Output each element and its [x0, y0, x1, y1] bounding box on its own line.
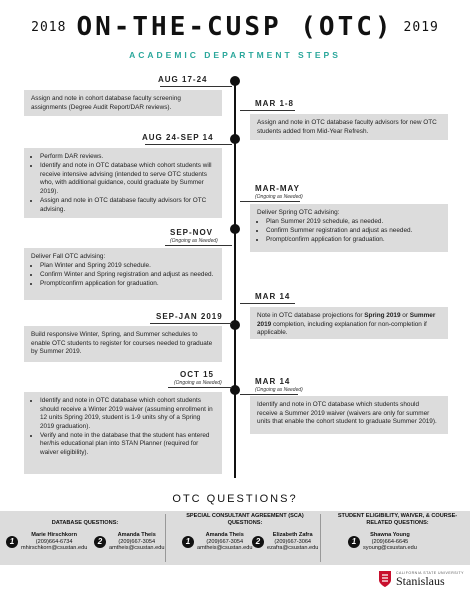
- step-note: (Ongoing as Needed): [170, 238, 218, 244]
- list-item: • Identify and note in OTC database which cohort students should receive a Winter 2019 waiver (assuming enrollment in 12 units Spring 2019, student is 1-9 units shy of a Spring 2019 graduation).: [40, 397, 215, 431]
- step-text-part: or: [400, 312, 410, 319]
- contact-card: [6, 532, 87, 552]
- contact-phone: (209)667-3054: [118, 538, 156, 545]
- step-note: (Ongoing as Needed): [255, 194, 303, 200]
- step-intro: Deliver Spring OTC advising:: [257, 209, 340, 216]
- contact-name: Amanda Theis: [205, 532, 244, 538]
- contact-card: [252, 532, 318, 552]
- contact-number-badge: 1: [348, 536, 360, 548]
- contact-card: [348, 532, 417, 552]
- column-divider: [320, 514, 321, 562]
- list-item: • Prompt/confirm application for graduation.: [266, 236, 441, 245]
- contact-number-badge: 2: [252, 536, 264, 548]
- step-date: MAR 1-8: [255, 99, 295, 108]
- step-list: [31, 153, 215, 214]
- step-box: [24, 90, 222, 116]
- step-date: AUG 17-24: [158, 75, 208, 84]
- list-item: • Confirm Winter and Spring registration and adjust as needed.: [40, 271, 215, 280]
- step-date: MAR-MAY: [255, 184, 300, 193]
- list-item: • Perform DAR reviews.: [40, 153, 215, 162]
- contact-info: [21, 532, 87, 552]
- contact-email[interactable]: amtheis@csustan.edu: [197, 545, 253, 552]
- list-item: • Assign and note in OTC database faculty advisors for OTC advising.: [40, 197, 215, 214]
- timeline-dot: [230, 76, 240, 86]
- step-box: [24, 392, 222, 474]
- logo-subtext: CALIFORNIA STATE UNIVERSITY: [396, 571, 465, 575]
- step-text-bold: Spring 2019: [364, 312, 401, 319]
- step-intro: Deliver Fall OTC advising:: [31, 253, 106, 260]
- step-date: SEP-NOV: [170, 228, 214, 237]
- year-right: 2019: [403, 19, 439, 35]
- eligibility-questions-heading: STUDENT ELIGIBILITY, WAIVER, & COURSE-RELATED QUESTIONS:: [337, 513, 458, 526]
- list-item: • Confirm Summer registration and adjust as needed.: [266, 227, 441, 236]
- step-box: [24, 148, 222, 218]
- date-underline: [240, 303, 295, 304]
- contact-name: Amanda Theis: [117, 532, 156, 538]
- contact-phone: (209)667-3054: [206, 538, 244, 545]
- step-date: SEP-JAN 2019: [156, 312, 223, 321]
- step-box: [250, 307, 448, 339]
- contact-info: [267, 532, 318, 552]
- step-box: [24, 326, 222, 362]
- list-item: • Identify and note in OTC database which cohort students will receive intensive advising (intended to serve OTC students who, with additional guidance, could graduate by Summer 2019).: [40, 162, 215, 196]
- timeline-dot: [230, 224, 240, 234]
- step-text-part: Note in OTC database projections for: [257, 312, 365, 319]
- date-underline: [165, 245, 232, 246]
- step-list: [31, 397, 215, 458]
- step-text: Assign and note in cohort database faculty screening assignments (Degree Audit Report/DAR reviews).: [31, 95, 181, 111]
- contact-card: [94, 532, 164, 552]
- sca-questions-heading: SPECIAL CONSULTANT AGREEMENT (SCA) QUESTIONS:: [186, 513, 304, 526]
- page-title: ON-THE-CUSP (OTC): [76, 12, 394, 42]
- step-list: [31, 262, 215, 289]
- contact-phone: (209)664-6645: [371, 538, 409, 545]
- contact-number-badge: 1: [182, 536, 194, 548]
- contact-number-badge: 2: [94, 536, 106, 548]
- logo-text: [396, 571, 464, 587]
- step-text: Build responsive Winter, Spring, and Summer schedules to enable OTC students to register for courses needed to graduate by Summer 2019.: [31, 331, 213, 356]
- step-date: MAR 14: [255, 377, 291, 386]
- step-text-bold: Summer 2019: [257, 312, 436, 328]
- date-underline: [160, 86, 232, 87]
- contact-email[interactable]: syoung@csustan.edu: [363, 545, 417, 552]
- step-text: Identify and note in OTC database which students should receive a Summer 2019 waiver (waivers are only for summer units that enable the cohort student to graduate Summer 2019).: [257, 401, 437, 426]
- list-item: • Plan Summer 2019 schedule, as needed.: [266, 218, 441, 227]
- list-item: • Verify and note in the database that the student has entered her/his educational plan into STAN Planner (required for waiver eligibility).: [40, 432, 215, 458]
- date-underline: [145, 144, 232, 145]
- date-underline: [240, 201, 300, 202]
- logo-name: Stanislaus: [396, 574, 445, 588]
- list-item: • Plan Winter and Spring 2019 schedule.: [40, 262, 215, 271]
- year-left: 2018: [31, 19, 67, 35]
- contact-email[interactable]: amtheis@csustan.edu: [109, 545, 165, 552]
- date-underline: [240, 394, 298, 395]
- contact-phone: (209)667-3064: [274, 538, 312, 545]
- contact-email[interactable]: mhirschkorn@csustan.edu: [21, 545, 88, 552]
- date-underline: [150, 323, 232, 324]
- shield-icon: [378, 570, 392, 588]
- contact-info: [363, 532, 417, 552]
- questions-title: OTC QUESTIONS?: [172, 493, 298, 505]
- step-date: OCT 15: [180, 370, 215, 379]
- contact-email[interactable]: ezafra@csustan.edu: [267, 545, 319, 552]
- step-box: [250, 114, 448, 140]
- step-note: (Ongoing as Needed): [174, 380, 222, 386]
- date-underline: [168, 387, 232, 388]
- date-underline: [240, 110, 295, 111]
- contact-card: [182, 532, 252, 552]
- timeline-dot: [230, 134, 240, 144]
- column-divider: [165, 514, 166, 562]
- contact-name: Shawna Young: [370, 532, 410, 538]
- contact-info: [109, 532, 164, 552]
- contact-name: Elizabeth Zafra: [272, 532, 313, 538]
- title-row: [0, 10, 470, 44]
- database-questions-heading: DATABASE QUESTIONS:: [51, 520, 119, 526]
- contact-name: Marie Hirschkorn: [31, 532, 77, 538]
- contact-info: [197, 532, 252, 552]
- step-text-part: completion, including explanation for non-completion if applicable.: [257, 320, 427, 337]
- timeline-dot: [230, 320, 240, 330]
- page-subtitle: ACADEMIC DEPARTMENT STEPS: [129, 50, 341, 60]
- contact-number-badge: 1: [6, 536, 18, 548]
- step-note: (Ongoing as Needed): [255, 387, 303, 393]
- step-box: [250, 396, 448, 434]
- list-item: • Prompt/confirm application for graduation.: [40, 280, 215, 289]
- step-box: [24, 248, 222, 300]
- step-date: MAR 14: [255, 292, 291, 301]
- step-text: Assign and note in OTC database faculty advisors for new OTC students added from Mid-Year Refresh.: [257, 119, 437, 135]
- step-list: [257, 218, 441, 245]
- step-box: [250, 204, 448, 252]
- contact-phone: (209)664-6734: [35, 538, 73, 545]
- step-date: AUG 24-SEP 14: [142, 133, 214, 142]
- university-logo: [378, 570, 464, 588]
